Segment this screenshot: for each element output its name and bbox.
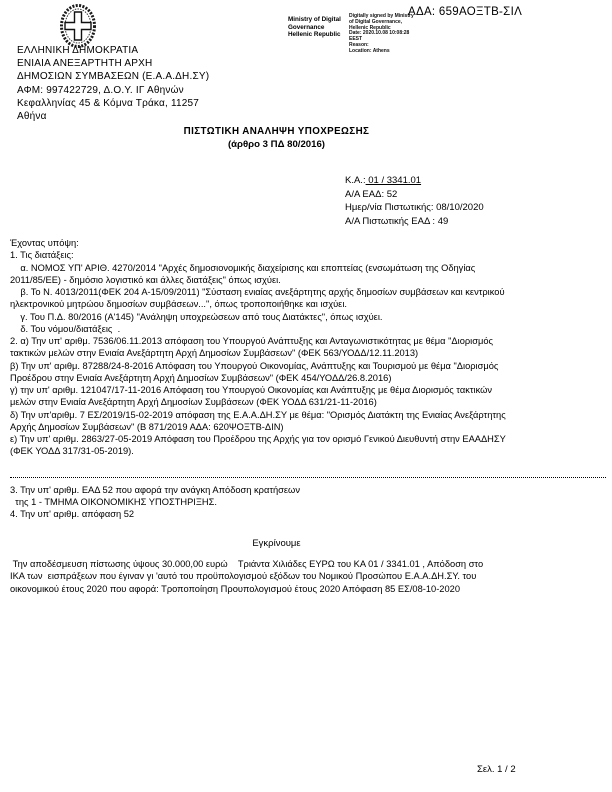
body-line: (ΦΕΚ ΥΟΔΔ 317/31-05-2019). — [10, 446, 134, 457]
body-line: δ. Του νόμου/διατάξεις . — [10, 323, 121, 334]
digital-signature-line: EEST — [349, 36, 363, 43]
digital-signature-line: Date: 2020.10.08 10:08:28 — [349, 30, 410, 37]
digital-signature-line: Digitally signed by Ministry — [349, 13, 414, 19]
body-line: δ) Την υπ'αριθμ. 7 ΕΣ/2019/15-02-2019 απόφαση της Ε.Α.Α.ΔΗ.ΣΥ με θέμα: "Ορισμός Διατάκτη της Ενιαίας Ανεξάρτητης — [10, 409, 506, 420]
body-line: ηλεκτρονικού μητρώου δημοσίων συμβάσεων...", όπως τροποποιήθηκε και ισχύει. — [10, 299, 347, 310]
body-line: 2. α) Την υπ' αριθμ. 7536/06.11.2013 απόφαση του Υπουργού Ανάπτυξης και Ανταγωνιστικότητας με θέμα "Διορισμός — [10, 336, 493, 346]
body-line: Προέδρου στην Ενιαία Ανεξάρτητη Αρχή Δημοσίων Συμβάσεων" (ΦΕΚ 454/ΥΟΔΔ/26.8.2016) — [10, 372, 392, 383]
body-line: β. Το Ν. 4013/2011(ΦΕΚ 204 Α-15/09/2011) "Σύσταση ενιαίας ανεξάρτητης αρχής δημοσίων συμβάσεων και κεντρικού — [10, 287, 505, 297]
issuing-authority-line: Αθήνα — [17, 111, 47, 123]
dotted-separator — [10, 458, 606, 478]
document-title: ΠΙΣΤΩΤΙΚΗ ΑΝΑΛΗΨΗ ΥΠΟΧΡΕΩΣΗΣ — [183, 126, 370, 137]
credit-date-line: Ημερ/νία Πιστωτικής: 08/10/2020 — [345, 202, 484, 213]
body-line: 3. Την υπ' αριθμ. ΕΑΔ 52 που αφορά την ανάγκη Απόδοση κρατήσεων — [10, 484, 300, 495]
digital-signature-line: Location: Athens — [349, 47, 390, 54]
body-section-3 — [10, 484, 606, 521]
body-line: γ) την υπ' αριθμ. 121047/17-11-2016 Απόφαση του Υπουργού Οικονομίας και Ανάπτυξης με θέμα Διορισμός τακτικών — [10, 385, 493, 395]
body-line: Αρχής Δημοσίων Συμβάσεων" (Β 871/2019 ΑΔΑ: 620ΨΟΞΤΒ-ΔΙΝ) — [10, 421, 284, 432]
approve-paragraph — [10, 558, 606, 595]
ministry-stamp-line: Governance — [288, 23, 325, 31]
body-line: α. ΝΟΜΟΣ ΥΠ' ΑΡΙΘ. 4270/2014 "Αρχές δημοσιονομικής διαχείρισης και εποπτείας (ενσωμάτωση της Οδηγίας — [10, 262, 476, 273]
body-line: γ. Του Π.Δ. 80/2016 (Α'145) "Ανάληψη υποχρεώσεων από τους Διατάκτες", όπως ισχύει. — [10, 311, 383, 322]
issuing-authority-line: ΕΝΙΑΙΑ ΑΝΕΞΑΡΤΗΤΗ ΑΡΧΗ — [17, 58, 153, 70]
digital-signature-line: Reason: — [349, 41, 369, 48]
issuing-authority-line: ΕΛΛΗΝΙΚΗ ΔΗΜΟΚΡΑΤΙΑ — [17, 45, 139, 56]
digital-signature-block — [349, 14, 427, 55]
approve-line: οικονομικού έτους 2020 που αφορά: Τροποποίηση Προυπολογισμού έτους 2020 Απόφαση 85 ΕΣ/08-10-2020 — [10, 583, 460, 594]
issuing-authority-line: ΑΦΜ: 997422729, Δ.Ο.Υ. ΙΓ Αθηνών — [17, 84, 184, 96]
aa-credit-line: Α/Α Πιστωτικής ΕΑΔ : 49 — [345, 215, 449, 227]
issuing-authority-line: ΔΗΜΟΣΙΩΝ ΣΥΜΒΑΣΕΩΝ (Ε.Α.Α.ΔΗ.ΣΥ) — [17, 71, 210, 83]
body-line: τακτικών μελών στην Ενιαία Ανεξάρτητη Αρχή Δημοσίων Συμβάσεων" (ΦΕΚ 563/ΥΟΔΔ/12.11.2013) — [10, 348, 419, 359]
body-line: β) Την υπ' αριθμ. 87288/24-8-2016 Απόφαση του Υπουργού Οικονομίας, Ανάπτυξης και Τουρισμού με θέμα "Διορισμός — [10, 360, 499, 371]
page-number: Σελ. 1 / 2 — [477, 764, 516, 775]
ministry-stamp-line: Ministry of Digital — [288, 16, 341, 23]
body-line: μελών στην Ενιαία Ανεξάρτητη Αρχή Δημοσίων Συμβάσεων (ΦΕΚ ΥΟΔΔ 631/21-11-2016) — [10, 397, 377, 408]
approve-line: Την αποδέσμευση πίστωσης ύψους 30.000,00 ευρώ Τριάντα Χιλιάδες ΕΥΡΩ του ΚΑ 01 / 3341.01 , Απόδοση στο — [10, 559, 484, 569]
digital-signature-line: Hellenic Republic — [349, 24, 391, 31]
issuing-authority-line: Κεφαλληνίας 45 & Κόμνα Τράκα, 11257 — [17, 97, 200, 109]
ka-label: Κ.Α.: — [345, 175, 366, 186]
ka-value: 01 / 3341.01 — [365, 175, 422, 186]
ministry-stamp-line: Hellenic Republic — [288, 31, 341, 39]
body-line: 1. Τις διατάξεις: — [10, 250, 74, 261]
body-line: ε) Την υπ' αριθμ. 2863/27-05-2019 Απόφαση του Προέδρου της Αρχής για τον ορισμό Γενικού Διευθυντή στην ΕΑΑΔΗΣΥ — [10, 434, 506, 444]
approve-line: ΙΚΑ των εισπράξεων που έγιναν γι 'αυτό του προϋπολογισμού εξόδων του Νομικού Προσώπου Ε.Α.Α.ΔΗ.ΣΥ. του — [10, 571, 477, 582]
body-section-1 — [10, 237, 606, 458]
approve-heading: Εγκρίνουμε — [252, 538, 301, 549]
issuing-authority-block — [17, 44, 209, 123]
body-line: Έχοντας υπόψη: — [10, 238, 79, 248]
ada-code: ΑΔΑ: 659ΑΟΞΤΒ-ΣΙΛ — [408, 6, 523, 18]
body-line: της 1 - ΤΜΗΜΑ ΟΙΚΟΝΟΜΙΚΗΣ ΥΠΟΣΤΗΡΙΞΗΣ. — [10, 496, 217, 507]
body-text — [10, 237, 606, 520]
ka-line — [345, 174, 484, 188]
document-subtitle: (άρθρο 3 ΠΔ 80/2016) — [227, 138, 326, 150]
body-line: 4. Την υπ' αριθμ. απόφαση 52 — [10, 509, 135, 519]
aa-ead-line: Α/Α ΕΑΔ: 52 — [345, 188, 398, 200]
registry-meta-block — [345, 174, 484, 228]
document-title-block — [0, 126, 553, 151]
digital-signature-line: of Digital Governance, — [349, 18, 403, 25]
ministry-stamp — [288, 16, 346, 39]
greek-national-emblem-icon — [56, 3, 100, 49]
body-line: 2011/85/ΕΕ) - δημόσιο λογιστικό και άλλες διατάξεις" όπως ισχύει. — [10, 274, 281, 285]
